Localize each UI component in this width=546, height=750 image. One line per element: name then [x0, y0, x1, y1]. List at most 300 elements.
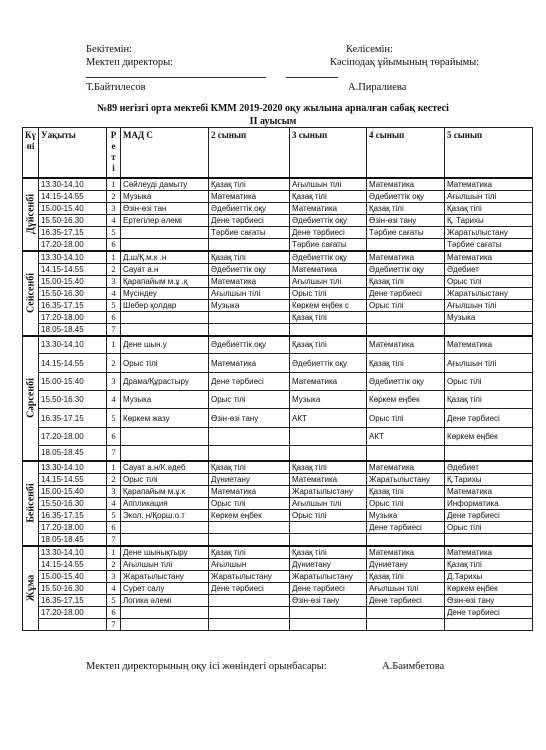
subject-cell: Өзін-өзі тану [445, 594, 533, 606]
subject-cell: Дене тәрбиесі [445, 606, 533, 618]
table-row [23, 533, 533, 546]
subject-cell: Ағылшын [209, 558, 290, 570]
schedule-body [23, 178, 533, 631]
subject-cell: Математика [367, 546, 445, 559]
subject-cell: Қазақ тілі [367, 202, 445, 214]
subject-cell [290, 521, 367, 533]
subject-cell: Музыка [121, 190, 209, 202]
time-cell: 15.00-15.40 [39, 275, 107, 287]
table-row [23, 391, 533, 409]
subject-cell [121, 238, 209, 251]
time-cell: 16.35-17.15 [39, 299, 107, 311]
subject-cell: Математика [367, 461, 445, 474]
lesson-number-cell: 7 [107, 446, 121, 461]
agree-label: Келісемін: [346, 44, 393, 55]
subject-cell: Өзін-өзі тану [367, 214, 445, 226]
table-row [23, 521, 533, 533]
subject-cell: Қазақ тілі [367, 485, 445, 497]
subject-cell: Математика [445, 336, 533, 354]
subject-cell [367, 606, 445, 618]
subject-cell: Жаратылыстану [367, 473, 445, 485]
time-cell: 15.00-15.40 [39, 373, 107, 391]
subject-cell [367, 311, 445, 323]
subject-cell [445, 533, 533, 546]
subject-cell [121, 323, 209, 336]
lesson-number-cell: 5 [107, 409, 121, 428]
table-row [23, 323, 533, 336]
subject-cell: Дүниетану [290, 558, 367, 570]
subject-cell [367, 446, 445, 461]
table-row [23, 618, 533, 630]
subject-cell [209, 311, 290, 323]
subject-cell [290, 618, 367, 630]
subject-cell: Қазақ тілі [445, 391, 533, 409]
lesson-number-cell: 6 [107, 521, 121, 533]
time-cell: 18.05-18.45 [39, 323, 107, 336]
subject-cell: Д.ш/Қ.м.к .н [121, 251, 209, 264]
table-row [23, 178, 533, 191]
subject-cell: Қазақ тілі [367, 354, 445, 373]
subject-cell: Математика [290, 263, 367, 275]
day-label-2 [23, 251, 39, 336]
time-cell: 14.15-14.55 [39, 354, 107, 373]
subject-cell: Математика [367, 251, 445, 264]
subject-cell: Тәрбие сағаты [209, 226, 290, 238]
lesson-number-cell: 2 [107, 558, 121, 570]
table-row [23, 238, 533, 251]
table-row [23, 336, 533, 354]
subject-cell: Ертегілер әлемі [121, 214, 209, 226]
lesson-number-cell: 5 [107, 509, 121, 521]
subject-cell: Өзін-өзі тану [209, 409, 290, 428]
time-cell: 16.35-17.15 [39, 594, 107, 606]
subject-cell [367, 238, 445, 251]
subject-cell: Математика [445, 546, 533, 559]
subject-cell [445, 446, 533, 461]
subject-cell: Жаратылыстану [209, 570, 290, 582]
subject-cell [209, 323, 290, 336]
subject-cell: Көркем жазу [121, 409, 209, 428]
table-row [23, 214, 533, 226]
subject-cell [367, 533, 445, 546]
subject-cell: Қазақ тілі [290, 461, 367, 474]
subject-cell: Дене тәрбиесі [445, 409, 533, 428]
subject-cell: Әдебиеттік оқу [209, 336, 290, 354]
col-header-c4: 5 сынып [445, 128, 533, 178]
subject-cell: Әдебиеттік оқу [367, 190, 445, 202]
lesson-number-cell: 4 [107, 582, 121, 594]
time-cell: 17.20-18.00 [39, 238, 107, 251]
subject-cell: Әдебиеттік оқу [290, 354, 367, 373]
lesson-number-cell: 4 [107, 497, 121, 509]
time-cell [39, 618, 107, 630]
subject-cell: Көркем еңбек [445, 428, 533, 446]
subject-cell: Тәрбие сағаты [445, 238, 533, 251]
subject-cell: Д.Тарихы [445, 570, 533, 582]
subject-cell: Қазақ тілі [445, 558, 533, 570]
lesson-number-cell: 6 [107, 238, 121, 251]
lesson-number-cell: 7 [107, 323, 121, 336]
subject-cell: Сауат а.н [121, 263, 209, 275]
subject-cell: Жаратылыстану [445, 226, 533, 238]
lesson-number-cell: 3 [107, 275, 121, 287]
time-cell: 13.30-14.10 [39, 251, 107, 264]
col-header-c0: МАД С [121, 128, 209, 178]
subject-cell [209, 533, 290, 546]
subject-cell: Ағылшын тілі [445, 354, 533, 373]
subject-cell [209, 428, 290, 446]
time-cell: 17.20-18.00 [39, 521, 107, 533]
time-cell: 17.20-18.00 [39, 311, 107, 323]
time-cell: 14.15-14.55 [39, 263, 107, 275]
subject-cell: Математика [290, 202, 367, 214]
day-label-5 [23, 546, 39, 631]
table-row [23, 546, 533, 559]
subject-cell: Дене тәрбиесі [367, 594, 445, 606]
subject-cell: Музыка [367, 509, 445, 521]
subject-cell: Орыс тілі [367, 409, 445, 428]
day-label-3 [23, 336, 39, 461]
subject-cell: Орыс тілі [209, 391, 290, 409]
lesson-number-cell: 6 [107, 428, 121, 446]
subject-cell: Дүниетану [209, 473, 290, 485]
subject-cell: Тәрбие сағаты [290, 238, 367, 251]
lesson-number-cell: 1 [107, 178, 121, 191]
document-subtitle: ІІ ауысым [249, 116, 297, 127]
subject-cell: Қазақ тілі [290, 190, 367, 202]
subject-cell: Дене тәрбиесі [290, 226, 367, 238]
subject-cell: Дене тәрбиесі [445, 509, 533, 521]
subject-cell [209, 594, 290, 606]
subject-cell [209, 521, 290, 533]
deputy-label: Мектеп директорының оқу ісі жөніндегі орынбасары: [86, 661, 327, 672]
subject-cell [121, 428, 209, 446]
subject-cell: Көркем еңбек [209, 509, 290, 521]
subject-cell [209, 618, 290, 630]
subject-cell: АКТ [290, 409, 367, 428]
time-cell: 13.30-14.10 [39, 461, 107, 474]
subject-cell: Ағылшын тілі [290, 497, 367, 509]
subject-cell: Дене тәрбиесі [209, 582, 290, 594]
subject-cell [121, 226, 209, 238]
subject-cell: Шебер қолдар [121, 299, 209, 311]
lesson-number-cell: 2 [107, 263, 121, 275]
subject-cell: Өзін-өзі тан [121, 202, 209, 214]
subject-cell: Қазақ тілі [290, 336, 367, 354]
subject-cell: Қарапайым м.ұ.к [121, 485, 209, 497]
time-cell: 18.05-18.45 [39, 533, 107, 546]
col-header-c2: 3 сынып [290, 128, 367, 178]
subject-cell: Математика [209, 354, 290, 373]
subject-cell: Көркем еңбек [445, 582, 533, 594]
subject-cell [367, 618, 445, 630]
subject-cell: Математика [209, 485, 290, 497]
time-cell: 15.00-15.40 [39, 570, 107, 582]
subject-cell: Орыс тілі [445, 521, 533, 533]
table-row [23, 473, 533, 485]
signature-line-union [286, 77, 338, 78]
subject-cell: Көркем еңбек [367, 391, 445, 409]
subject-cell: Ағылшын тілі [209, 287, 290, 299]
subject-cell: Жаратылыстану [290, 485, 367, 497]
lesson-number-cell: 7 [107, 618, 121, 630]
lesson-number-cell: 7 [107, 533, 121, 546]
subject-cell: Математика [445, 251, 533, 264]
deputy-name: А.Баимбетова [382, 661, 445, 672]
subject-cell: Қ. Тарихы [445, 214, 533, 226]
col-header-c1: 2 сынып [209, 128, 290, 178]
subject-cell: Тәрбие сағаты [367, 226, 445, 238]
subject-cell: Музыка [290, 391, 367, 409]
table-row [23, 311, 533, 323]
subject-cell: Сөйлеуді дамыту [121, 178, 209, 191]
table-row [23, 275, 533, 287]
time-cell: 15.00-15.40 [39, 485, 107, 497]
subject-cell [121, 533, 209, 546]
lesson-number-cell: 4 [107, 391, 121, 409]
subject-cell: Қазақ тілі [209, 461, 290, 474]
subject-cell: Дене шын.у [121, 336, 209, 354]
day-name: Сейсенбі [25, 272, 36, 314]
table-row [23, 287, 533, 299]
table-row [23, 606, 533, 618]
day-name: Дүйсенбі [25, 193, 36, 235]
time-cell: 15.50-16.30 [39, 214, 107, 226]
table-row [23, 594, 533, 606]
table-row [23, 373, 533, 391]
subject-cell [290, 323, 367, 336]
subject-cell: Орыс тілі [209, 497, 290, 509]
lesson-number-cell: 5 [107, 226, 121, 238]
time-cell: 16.35-17.15 [39, 509, 107, 521]
subject-cell [290, 446, 367, 461]
subject-cell: Дене тәрбиесі [209, 214, 290, 226]
subject-cell: Орыс тілі [290, 509, 367, 521]
time-cell: 15.50-16.30 [39, 582, 107, 594]
subject-cell: Ағылшын тілі [290, 178, 367, 191]
subject-cell: Математика [367, 336, 445, 354]
day-label-1 [23, 178, 39, 251]
subject-cell: Сауат а.н/К.әдеб [121, 461, 209, 474]
subject-cell [290, 428, 367, 446]
subject-cell: Әдебиеттік оқу [367, 373, 445, 391]
time-cell: 15.50-16.30 [39, 497, 107, 509]
subject-cell [290, 533, 367, 546]
day-label-4 [23, 461, 39, 546]
subject-cell: Ағылшын тілі [367, 582, 445, 594]
subject-cell: Қазақ тілі [367, 275, 445, 287]
subject-cell: Жаратылыстану [290, 570, 367, 582]
time-cell: 13.30-14.10 [39, 546, 107, 559]
col-header-times: Уақыты [39, 128, 107, 178]
subject-cell: Ағылшын тілі [121, 558, 209, 570]
subject-cell: Математика [290, 373, 367, 391]
subject-cell: Математика [290, 473, 367, 485]
subject-cell: Математика [445, 485, 533, 497]
subject-cell: Дене тәрбиесі [290, 582, 367, 594]
subject-cell: Математика [445, 178, 533, 191]
subject-cell: Математика [367, 178, 445, 191]
subject-cell: Қарапайым м.ұ .қ [121, 275, 209, 287]
time-cell: 13.30-14.10 [39, 178, 107, 191]
subject-cell: Экол. н/Қорш.о.т [121, 509, 209, 521]
table-row [23, 509, 533, 521]
time-cell: 14.15-14.55 [39, 473, 107, 485]
col-header-day: Кү ні [23, 128, 39, 178]
subject-cell: Сурет салу [121, 582, 209, 594]
subject-cell: Орыс тілі [367, 299, 445, 311]
subject-cell: Драма/Құрастыру [121, 373, 209, 391]
subject-cell: Қазақ тілі [209, 546, 290, 559]
table-row [23, 354, 533, 373]
subject-cell: Математика [209, 275, 290, 287]
subject-cell: Өзін-өзі тану [290, 594, 367, 606]
subject-cell: Жаратылыстану [121, 570, 209, 582]
time-cell: 14.15-14.55 [39, 190, 107, 202]
lesson-number-cell: 3 [107, 202, 121, 214]
subject-cell: Музыка [445, 311, 533, 323]
time-cell: 14.15-14.55 [39, 558, 107, 570]
subject-cell: Информатика [445, 497, 533, 509]
director-label: Мектеп директоры: [86, 57, 174, 68]
lesson-number-cell: 1 [107, 251, 121, 264]
subject-cell: Орыс тілі [367, 497, 445, 509]
subject-cell [121, 311, 209, 323]
subject-cell: Музыка [209, 299, 290, 311]
subject-cell: Дене шынықтыру [121, 546, 209, 559]
subject-cell: Дүниетану [367, 558, 445, 570]
time-cell: 16.35-17.15 [39, 409, 107, 428]
lesson-number-cell: 2 [107, 473, 121, 485]
subject-cell: Орыс тілі [445, 373, 533, 391]
table-row [23, 226, 533, 238]
table-row [23, 461, 533, 474]
table-row [23, 190, 533, 202]
subject-cell [121, 606, 209, 618]
time-cell: 17.20-18.00 [39, 606, 107, 618]
header-row [23, 128, 533, 178]
subject-cell: Дене тәрбиесі [209, 373, 290, 391]
subject-cell: Жаратылыстану [445, 287, 533, 299]
subject-cell: Дене тәрбиесі [367, 521, 445, 533]
subject-cell: Қазақ тілі [290, 311, 367, 323]
union-name: А.Пиралиева [348, 82, 407, 93]
document-title: №89 негізгі орта мектебі КММ 2019-2020 оқу жылына арналған сабақ кестесі [97, 103, 449, 114]
director-name: Т.Байтилесов [86, 82, 146, 93]
subject-cell: Музыка [121, 391, 209, 409]
subject-cell: Әдебиеттік оқу [290, 251, 367, 264]
subject-cell: Қ.Тарихы [445, 473, 533, 485]
subject-cell [290, 606, 367, 618]
table-row [23, 299, 533, 311]
table-row [23, 558, 533, 570]
lesson-number-cell: 6 [107, 606, 121, 618]
lesson-number-cell: 1 [107, 546, 121, 559]
subject-cell: Аппликация [121, 497, 209, 509]
subject-cell [445, 323, 533, 336]
subject-cell: Орыс тілі [445, 275, 533, 287]
lesson-number-cell: 2 [107, 354, 121, 373]
table-row [23, 263, 533, 275]
subject-cell: Әдебиеттік оқу [209, 202, 290, 214]
schedule-table [22, 127, 533, 631]
table-row [23, 570, 533, 582]
table-row [23, 251, 533, 264]
subject-cell: АКТ [367, 428, 445, 446]
table-row [23, 428, 533, 446]
lesson-number-cell: 3 [107, 485, 121, 497]
table-row [23, 446, 533, 461]
subject-cell: Қазақ тілі [209, 178, 290, 191]
subject-cell [209, 446, 290, 461]
lesson-number-cell: 2 [107, 190, 121, 202]
lesson-number-cell: 1 [107, 336, 121, 354]
lesson-number-cell: 5 [107, 594, 121, 606]
time-cell: 15.00-15.40 [39, 202, 107, 214]
subject-cell: Математика [209, 190, 290, 202]
subject-cell: Әдебиеттік оқу [290, 214, 367, 226]
subject-cell: Әдебиет [445, 461, 533, 474]
subject-cell: Әдебиеттік оқу [367, 263, 445, 275]
subject-cell: Қазақ тілі [367, 570, 445, 582]
time-cell: 18.05-18.45 [39, 446, 107, 461]
lesson-number-cell: 6 [107, 311, 121, 323]
time-cell: 17.20-18.00 [39, 428, 107, 446]
subject-cell: Ағылшын тілі [290, 275, 367, 287]
subject-cell: Әдебиет [445, 263, 533, 275]
subject-cell: Көркем еңбек с [290, 299, 367, 311]
subject-cell: Ағылшын тілі [445, 190, 533, 202]
day-name: Жұма [25, 574, 36, 602]
lesson-number-cell: 5 [107, 299, 121, 311]
signature-line-director [86, 77, 266, 78]
subject-cell: Орыс тілі [121, 354, 209, 373]
time-cell: 16.35-17.15 [39, 226, 107, 238]
approve-label: Бекітемін: [86, 44, 133, 55]
col-header-num: Р е т і [107, 128, 121, 178]
table-row [23, 409, 533, 428]
subject-cell [121, 446, 209, 461]
subject-cell [121, 521, 209, 533]
subject-cell: Логика әлемі [121, 594, 209, 606]
subject-cell [209, 606, 290, 618]
subject-cell: Дене тәрбиесі [367, 287, 445, 299]
table-row [23, 485, 533, 497]
subject-cell [445, 618, 533, 630]
union-label: Кәсіподақ ұйымының төрайымы: [330, 57, 480, 68]
time-cell: 15.50-16.30 [39, 287, 107, 299]
subject-cell: Орыс тілі [290, 287, 367, 299]
lesson-number-cell: 1 [107, 461, 121, 474]
day-name: Бейсенбі [25, 483, 36, 523]
subject-cell [121, 618, 209, 630]
subject-cell: Орыс тілі [121, 473, 209, 485]
subject-cell: Ағылшын тілі [445, 299, 533, 311]
subject-cell: Қазақ тілі [290, 546, 367, 559]
lesson-number-cell: 4 [107, 287, 121, 299]
lesson-number-cell: 4 [107, 214, 121, 226]
subject-cell [209, 238, 290, 251]
subject-cell: Қазақ тілі [445, 202, 533, 214]
time-cell: 13.30-14.10 [39, 336, 107, 354]
subject-cell: Мүсіндеу [121, 287, 209, 299]
col-header-c3: 4 сынып [367, 128, 445, 178]
time-cell: 15.50-16.30 [39, 391, 107, 409]
subject-cell [367, 323, 445, 336]
table-row [23, 497, 533, 509]
lesson-number-cell: 3 [107, 373, 121, 391]
table-row [23, 202, 533, 214]
